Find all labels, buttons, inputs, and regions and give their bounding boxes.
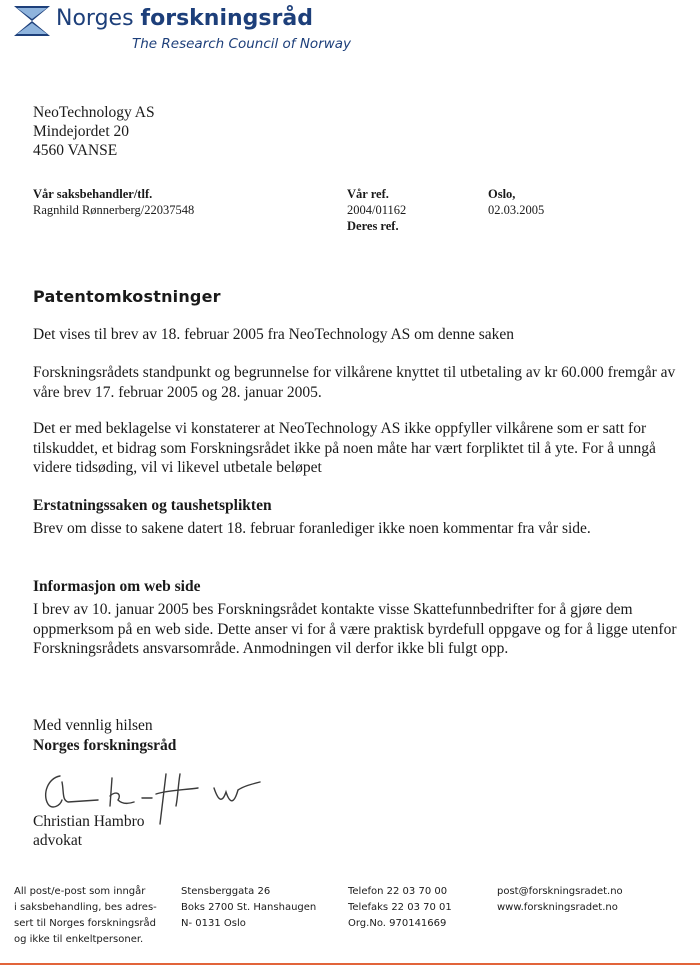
our-ref-value: 2004/01162 <box>347 203 407 217</box>
letterhead-name-bold: forskningsråd <box>140 6 313 31</box>
closing-greeting: Med vennlig hilsen <box>33 717 153 734</box>
footer-line: Boks 2700 St. Hanshaugen <box>181 902 317 913</box>
recipient-line-1: NeoTechnology AS <box>33 104 155 121</box>
handler-value: Ragnhild Rønnerberg/22037548 <box>33 203 195 217</box>
closing-role: advokat <box>33 832 83 849</box>
footer-web-link[interactable]: www.forskningsradet.no <box>497 902 618 913</box>
paragraph-3: Det er med beklagelse vi konstaterer at NeoTechnology AS ikke oppfyller vilkårene som er satt for tilskuddet, et bidrag som Forskningsrådet ikke på noen måte har vært forpliktet til å yte. For å unngå videre tidsøding, vil vi likevel utbetale beløpet <box>33 420 656 476</box>
footer-line: i saksbehandling, bes adres- <box>14 902 157 913</box>
date-value: 02.03.2005 <box>488 203 545 217</box>
footer-line: Telefon 22 03 70 00 <box>348 886 448 897</box>
your-ref-label: Deres ref. <box>347 219 399 233</box>
section-2-text: I brev av 10. januar 2005 bes Forskningsrådet kontakte visse Skattefunnbedrifter for å gjøre dem oppmerksom på en web side. Dette anser vi for å være praktisk byrdefull oppgave og for å ligge utenfor Forskningsrådets ansvarsområde. Anmodningen vil derfor ikke bli fulgt opp. <box>33 601 677 657</box>
footer-column-2 <box>181 884 316 932</box>
letterhead-name <box>56 6 313 31</box>
place-label: Oslo, <box>488 187 516 201</box>
footer-line: All post/e-post som inngår <box>14 886 146 897</box>
section-1-title: Erstatningssaken og taushetsplikten <box>33 497 272 514</box>
paragraph-1: Det vises til brev av 18. februar 2005 fra NeoTechnology AS om denne saken <box>33 326 515 343</box>
footer-line: Org.No. 970141669 <box>348 918 447 929</box>
closing-signer: Christian Hambro <box>33 813 145 830</box>
footer-column-1 <box>14 884 157 948</box>
norges-forskningsrad-logo-icon <box>14 6 50 36</box>
section-1-text: Brev om disse to sakene datert 18. februar foranlediger ikke noen kommentar fra vår side. <box>33 520 591 537</box>
footer-line: sert til Norges forskningsråd <box>14 918 157 929</box>
letter-title: Patentomkostninger <box>33 287 221 306</box>
recipient-line-3: 4560 VANSE <box>33 142 118 159</box>
footer-line: N- 0131 Oslo <box>181 918 246 929</box>
our-ref-label: Vår ref. <box>347 187 389 201</box>
footer-column-4 <box>497 884 623 916</box>
closing-org: Norges forskningsråd <box>33 737 177 754</box>
section-2-title: Informasjon om web side <box>33 578 201 595</box>
footer-column-3 <box>348 884 452 932</box>
recipient-address <box>33 103 155 160</box>
footer-email-link[interactable]: post@forskningsradet.no <box>497 886 623 897</box>
paragraph-2: Forskningsrådets standpunkt og begrunnelse for vilkårene knyttet til utbetaling av kr 60.000 fremgår av våre brev 17. februar 2005 og 28. januar 2005. <box>33 364 676 401</box>
footer-line: Stensberggata 26 <box>181 886 271 897</box>
letterhead-subtitle: The Research Council of Norway <box>132 36 352 52</box>
letterhead-name-regular: Norges <box>56 6 141 31</box>
footer-divider <box>0 963 700 965</box>
recipient-line-2: Mindejordet 20 <box>33 123 129 140</box>
footer-line: og ikke til enkeltpersoner. <box>14 934 144 945</box>
footer-line: Telefaks 22 03 70 01 <box>348 902 452 913</box>
handler-label: Vår saksbehandler/tlf. <box>33 187 153 201</box>
